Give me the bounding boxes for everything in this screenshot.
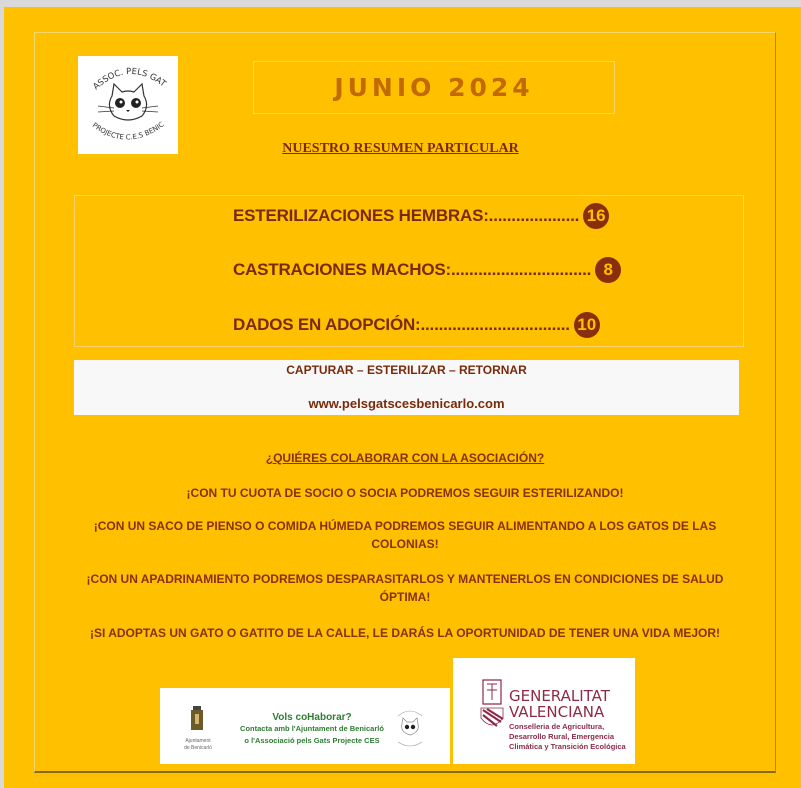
collaborate-question: ¿QUIÉRES COLABORAR CON LA ASOCIACIÓN? (265, 451, 545, 465)
svg-text:ASSOC. PELS GATS: ASSOC. PELS GAT (91, 66, 168, 93)
stat-label: ESTERILIZACIONES HEMBRAS:.................... (233, 206, 580, 225)
gva-name: GENERALITAT (509, 687, 610, 705)
motto-band (74, 360, 739, 415)
stat-badge: 10 (574, 312, 600, 338)
generalitat-banner (453, 658, 635, 764)
ajuntament-banner (160, 688, 450, 764)
stat-badge: 16 (583, 203, 609, 229)
stat-row-adoptions (233, 312, 600, 338)
small-cat-logo-icon (392, 702, 428, 752)
gva-dept: Desarrollo Rural, Emergencia (509, 732, 615, 741)
association-logo (78, 56, 178, 154)
subtitle: NUESTRO RESUMEN PARTICULAR (282, 141, 519, 156)
stat-row-sterilizations (233, 203, 609, 229)
gva-dept: Climática y Transición Ecológica (509, 742, 626, 751)
title-box (253, 61, 615, 114)
collaborate-line: ¡CON UN APADRINAMIENTO PODREMOS DESPARASITARLOS Y MANTENERLOS EN CONDICIONES DE SALUD ÓPTIMA! (86, 572, 724, 604)
ajuntament-caption: Ajuntament (185, 738, 211, 744)
ajuntament-crest-icon (190, 706, 204, 732)
vols-title: Vols coHaborar? (272, 712, 352, 723)
collaborate-line: ¡CON TU CUOTA DE SOCIO O SOCIA PODREMOS SEGUIR ESTERILIZANDO! (186, 486, 624, 500)
svg-text:PROJECTE C.E.S BENICARLÓ: PROJECTE C.E.S BENIC (90, 120, 166, 142)
stat-label: CASTRACIONES MACHOS:............................... (233, 260, 592, 279)
stat-row-castrations (233, 257, 621, 283)
page-title: JUNIO 2024 (334, 73, 534, 102)
gva-name: VALENCIANA (509, 703, 605, 721)
website-link[interactable]: www.pelsgatscesbenicarlo.com (308, 396, 505, 411)
cat-logo-icon (78, 56, 178, 154)
stat-label: DADOS EN ADOPCIÓN:................................. (233, 315, 570, 334)
vols-line: Contacta amb l'Ajuntament de Benicarló (240, 724, 384, 733)
stat-badge: 8 (595, 257, 621, 283)
generalitat-crest-icon (479, 678, 505, 732)
motto-text: CAPTURAR – ESTERILIZAR – RETORNAR (286, 363, 527, 377)
ajuntament-caption: de Benicarló (184, 745, 212, 751)
collaborate-line: ¡CON UN SACO DE PIENSO O COMIDA HÚMEDA PODREMOS SEGUIR ALIMENTANDO A LOS GATOS DE LAS COLONIAS! (93, 519, 717, 551)
gva-dept: Conselleria de Agricultura, (509, 722, 605, 731)
vols-line: o l'Associació pels Gats Projecte CES (244, 736, 380, 745)
collaborate-line: ¡SI ADOPTAS UN GATO O GATITO DE LA CALLE, LE DARÁS LA OPORTUNIDAD DE TENER UNA VIDA MEJOR! (89, 626, 720, 640)
